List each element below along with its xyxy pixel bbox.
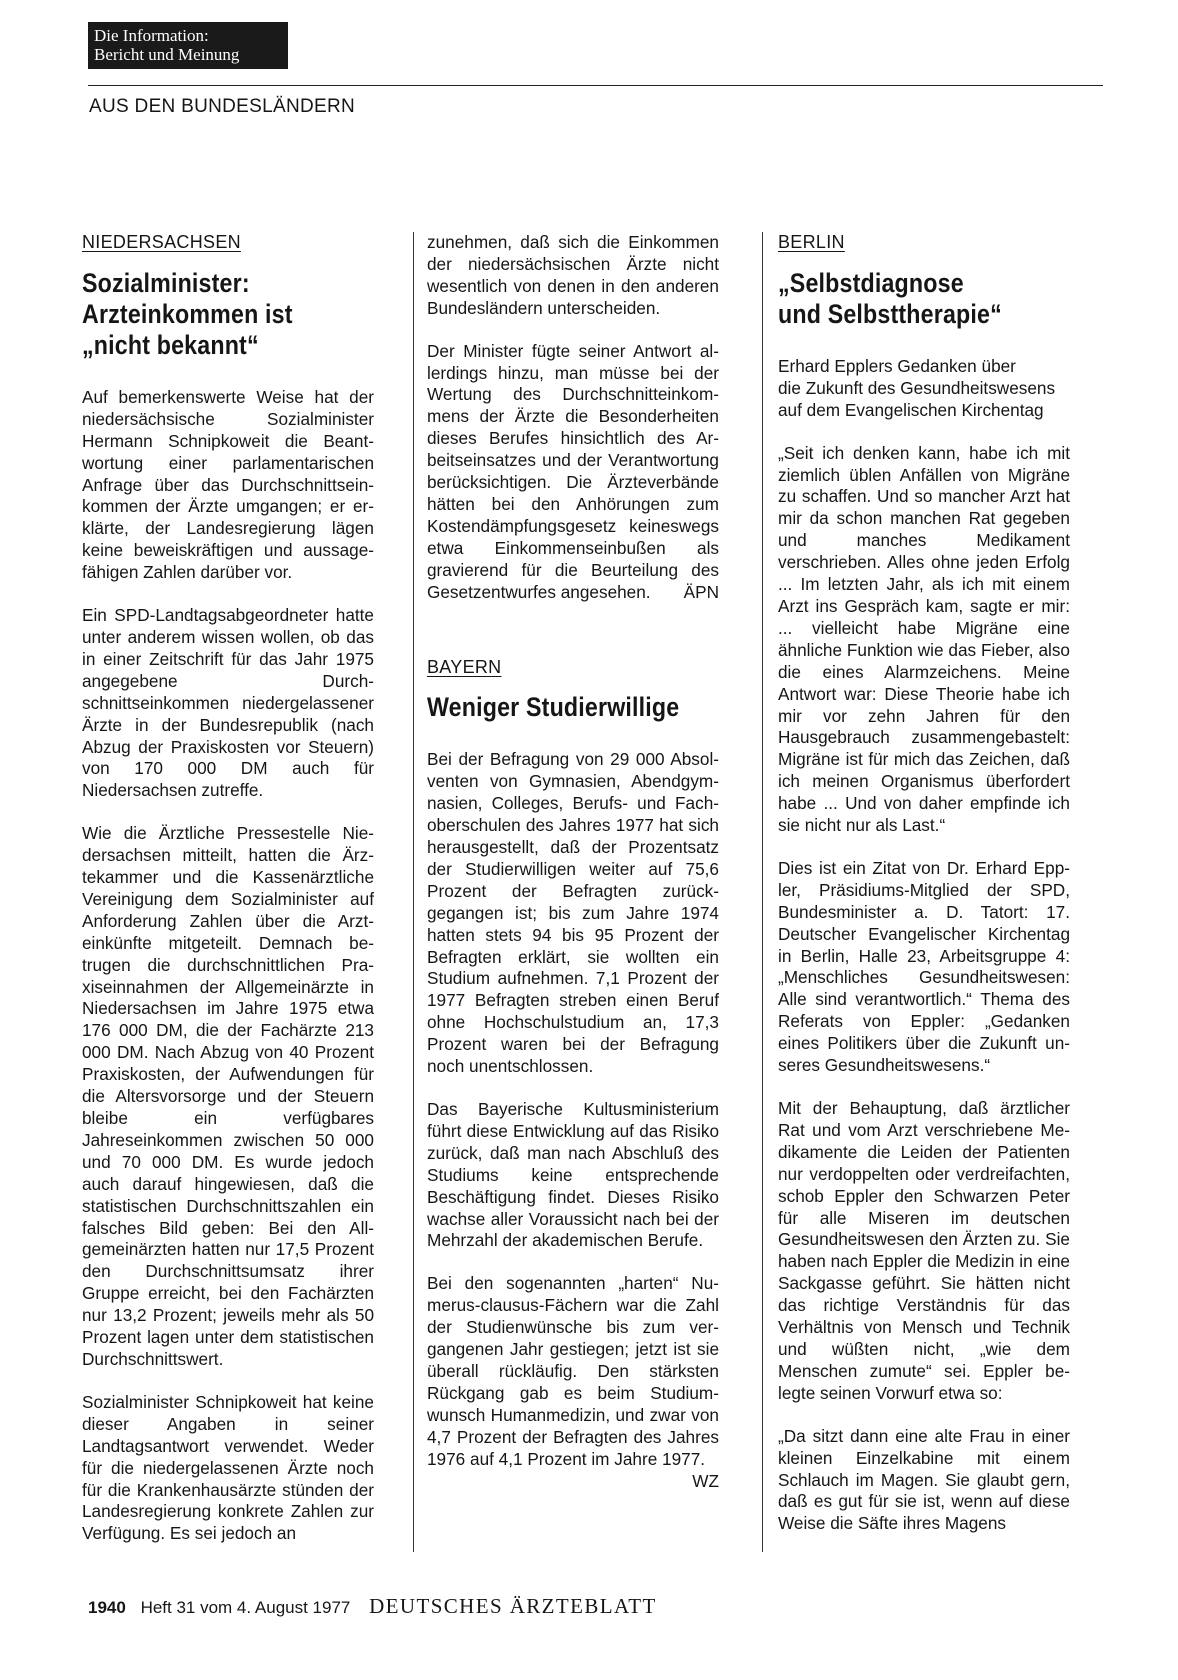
agency-signature: ÄPN — [683, 581, 719, 602]
issue-info: Heft 31 vom 4. August 1977 — [140, 1598, 351, 1617]
intro-line: auf dem Evangelischen Kirchentag — [778, 399, 1044, 420]
article-paragraph: „Da sitzt dann eine alte Frau in einer kleinen Einzelkabine mit einem Schlauch im Magen. Sie glaubt gern, daß es gut für sie ist, wenn auf diese Weise die Säfte ihres Magens — [778, 1425, 1070, 1534]
page-number: 1940 — [88, 1598, 126, 1617]
region-label-berlin: BERLIN — [778, 232, 845, 252]
article-intro — [778, 356, 1070, 422]
article-paragraph — [427, 1273, 719, 1491]
article-paragraph — [427, 341, 719, 604]
page-footer — [88, 1594, 657, 1619]
article-text: Bei den sogenannten „harten“ Numerus-clausus-Fächern war die Zahl der Studienwünsche bis zum vergangenen Jahr gestiegen; jetzt ist sie überall rückläufig. Den stärksten Rückgang gab es beim Studiumwunsch Humanmedizin, und zwar von 4,7 Prozent der Befragten des Jahres 1976 auf 4,1 Prozent im Jahre 1977. — [427, 1273, 719, 1469]
article-headline-berlin — [778, 268, 1070, 330]
headline-line: „nicht bekannt“ — [82, 329, 259, 360]
article-paragraph: Auf bemerkenswerte Weise hat der niedersächsische Sozialminister Hermann Schnipkoweit die Beantwortung einer parlamentarischen Anfrage über das Durchschnittseinkommen der Ärzte umgangen; er erklärte, der Landesregierung lägen keine beweiskräftigen und aussagefähigen Zahlen darüber vor. — [82, 386, 374, 583]
article-text: Der Minister fügte seiner Antwort allerdings hinzu, man müsse bei der Wertung des Durchschnitteinkommens der Ärzte die Besonderheiten dieses Berufes hinsichtlich des Arbeitseinsatzes und der Verantwortung berücksichtigen. Die Ärzteverbände hätten bei den Anhörungen zum Kostendämpfungsgesetz keineswegs etwa Einkommenseinbußen als gravierend für die Beurteilung des Gesetzentwurfes angesehen. — [427, 340, 719, 602]
label-line-1: Die Information: — [94, 26, 209, 45]
agency-signature: WZ — [692, 1470, 719, 1491]
article-paragraph: zunehmen, daß sich die Einkommen der niedersächsischen Ärzte nicht wesentlich von denen in den anderen Bundesländern unterscheiden. — [427, 232, 719, 318]
headline-line: und Selbsttherapie“ — [778, 298, 1002, 329]
article-paragraph: Bei der Befragung von 29 000 Absolventen von Gymnasien, Abendgymnasien, Colleges, Berufs- und Fachoberschulen des Jahres 1977 hat sich herausgestellt, daß der Prozentsatz der Studierwilligen weiter auf 75,6 Prozent der Befragten zurückgegangen ist; bis zum Jahre 1974 hatten stets 94 bis 95 Prozent der Befragten erklärt, sie wollten ein Studium aufnehmen. 7,1 Prozent der 1977 Befragten streben einen Beruf ohne Hochschulstudium an, 17,3 Prozent waren bei der Befragung noch unentschlossen. — [427, 749, 719, 1077]
column-divider-2 — [762, 232, 763, 1552]
header-rule — [88, 85, 1103, 86]
region-label-bayern: BAYERN — [427, 656, 502, 677]
headline-line: Sozialminister: — [82, 267, 250, 298]
section-label-box — [88, 22, 288, 69]
article-headline-bayern: Weniger Studierwillige — [427, 692, 680, 723]
article-paragraph: Das Bayerische Kultusministerium führt diese Entwicklung auf das Risiko zurück, daß man nach Abschluß des Studiums keine entsprechende Beschäftigung findet. Dieses Risiko wachse aller Voraussicht nach bei der Mehrzahl der akademischen Berufe. — [427, 1099, 719, 1251]
masthead: DEUTSCHES ÄRZTEBLATT — [369, 1594, 657, 1618]
column-berlin — [778, 232, 1070, 1556]
article-paragraph: Mit der Behauptung, daß ärztlicher Rat und vom Arzt verschriebene Medikamente die Leiden der Patienten nur verdoppelten oder verdreifachten, schob Eppler den Schwarzen Peter für alle Miseren im deutschen Gesundheitswesen den Ärzten zu. Sie haben nach Eppler die Medizin in eine Sackgasse geführt. Sie hätten nicht das richtige Verständnis für das Verhältnis von Mensch und Technik und wüßten nicht, „wie dem Menschen zumute“ sei. Eppler belegte seinen Vorwurf etwa so: — [778, 1098, 1070, 1403]
section-title: AUS DEN BUNDESLÄNDERN — [89, 96, 356, 117]
spacer — [427, 625, 719, 657]
article-paragraph: Dies ist ein Zitat von Dr. Erhard Eppler, Präsidiums-Mitglied der SPD, Bundesminister a. D. Tatort: 17. Deutscher Evangelischer Kirchentag in Berlin, Halle 23, Arbeitsgruppe 4: „Menschliches Gesundheitswesen: Alle sind verantwortlich.“ Thema des Referats von Eppler: „Gedanken eines Politikers über die Zukunft unseres Gesundheitswesens.“ — [778, 857, 1070, 1076]
intro-line: Erhard Epplers Gedanken über — [778, 355, 1016, 376]
column-middle — [427, 232, 719, 1492]
article-paragraph: „Seit ich denken kann, habe ich mit ziemlich üblen Anfällen von Migräne zu schaffen. Und so mancher Arzt hat mir da schon manchen Rat gegeben und manches Medikament verschrieben. Alles ohne jeden Erfolg ... Im letzten Jahr, als ich mit einem Arzt ins Gespräch kam, sagte er mir: ... vielleicht habe Migräne eine ähnliche Funktion wie das Fieber, also die eines Alarmzeichens. Meine Antwort war: Diese Theorie habe ich mir vor zehn Jahren für den Hausgebrauch zusammengebastelt: Migräne ist für mich das Zeichen, daß ich meinen Organismus überfordert habe ... Und von daher empfinde ich sie nicht nur als Last.“ — [778, 442, 1070, 836]
article-paragraph: Sozialminister Schnipkoweit hat keine dieser Angaben in seiner Landtagsantwort verwendet. Weder für die niedergelassenen Ärzte noch für die Krankenhausärzte stünden der Landesregierung konkrete Zahlen zur Verfügung. Es sei jedoch an — [82, 1391, 374, 1544]
region-label-niedersachsen: NIEDERSACHSEN — [82, 232, 241, 252]
intro-line: die Zukunft des Gesundheitswesens — [778, 377, 1056, 398]
article-paragraph: Ein SPD-Landtagsabgeordneter hatte unter anderem wissen wollen, ob das in einer Zeitschrift für das Jahr 1975 angegebene Durchschnittseinkommen niedergelassener Ärzte in der Bundesrepublik (nach Abzug der Praxiskosten vor Steuern) von 170 000 DM auch für Niedersachsen zutreffe. — [82, 605, 374, 801]
label-line-2: Bericht und Meinung — [94, 45, 240, 64]
article-headline-niedersachsen — [82, 268, 374, 361]
headline-line: Arzteinkommen ist — [82, 298, 293, 329]
article-paragraph: Wie die Ärztliche Pressestelle Niedersachsen mitteilt, hatten die Ärztekammer und die Kassenärztliche Vereinigung dem Sozialminister auf Anforderung Zahlen über die Arzteinkünfte mitgeteilt. Demnach betrugen die durchschnittlichen Praxiseinnahmen der Allgemeinärzte in Niedersachsen im Jahre 1975 etwa 176 000 DM, die der Fachärzte 213 000 DM. Nach Abzug von 40 Prozent Praxiskosten, der Aufwendungen für die Altersvorsorge und der Steuern bleibe ein verfügbares Jahreseinkommen zwischen 50 000 und 70 000 DM. Es wurde jedoch auch darauf hingewiesen, daß die statistischen Durchschnittszahlen ein falsches Bild geben: Bei den Allgemeinärzten hatten nur 17,5 Prozent den Durchschnittsumsatz ihrer Gruppe erreicht, bei den Fachärzten nur 13,2 Prozent; jeweils mehr als 50 Prozent lagen unter dem statistischen Durchschnittswert. — [82, 823, 374, 1369]
column-divider-1 — [413, 232, 414, 1552]
column-niedersachsen — [82, 232, 374, 1566]
headline-line: „Selbstdiagnose — [778, 267, 964, 298]
